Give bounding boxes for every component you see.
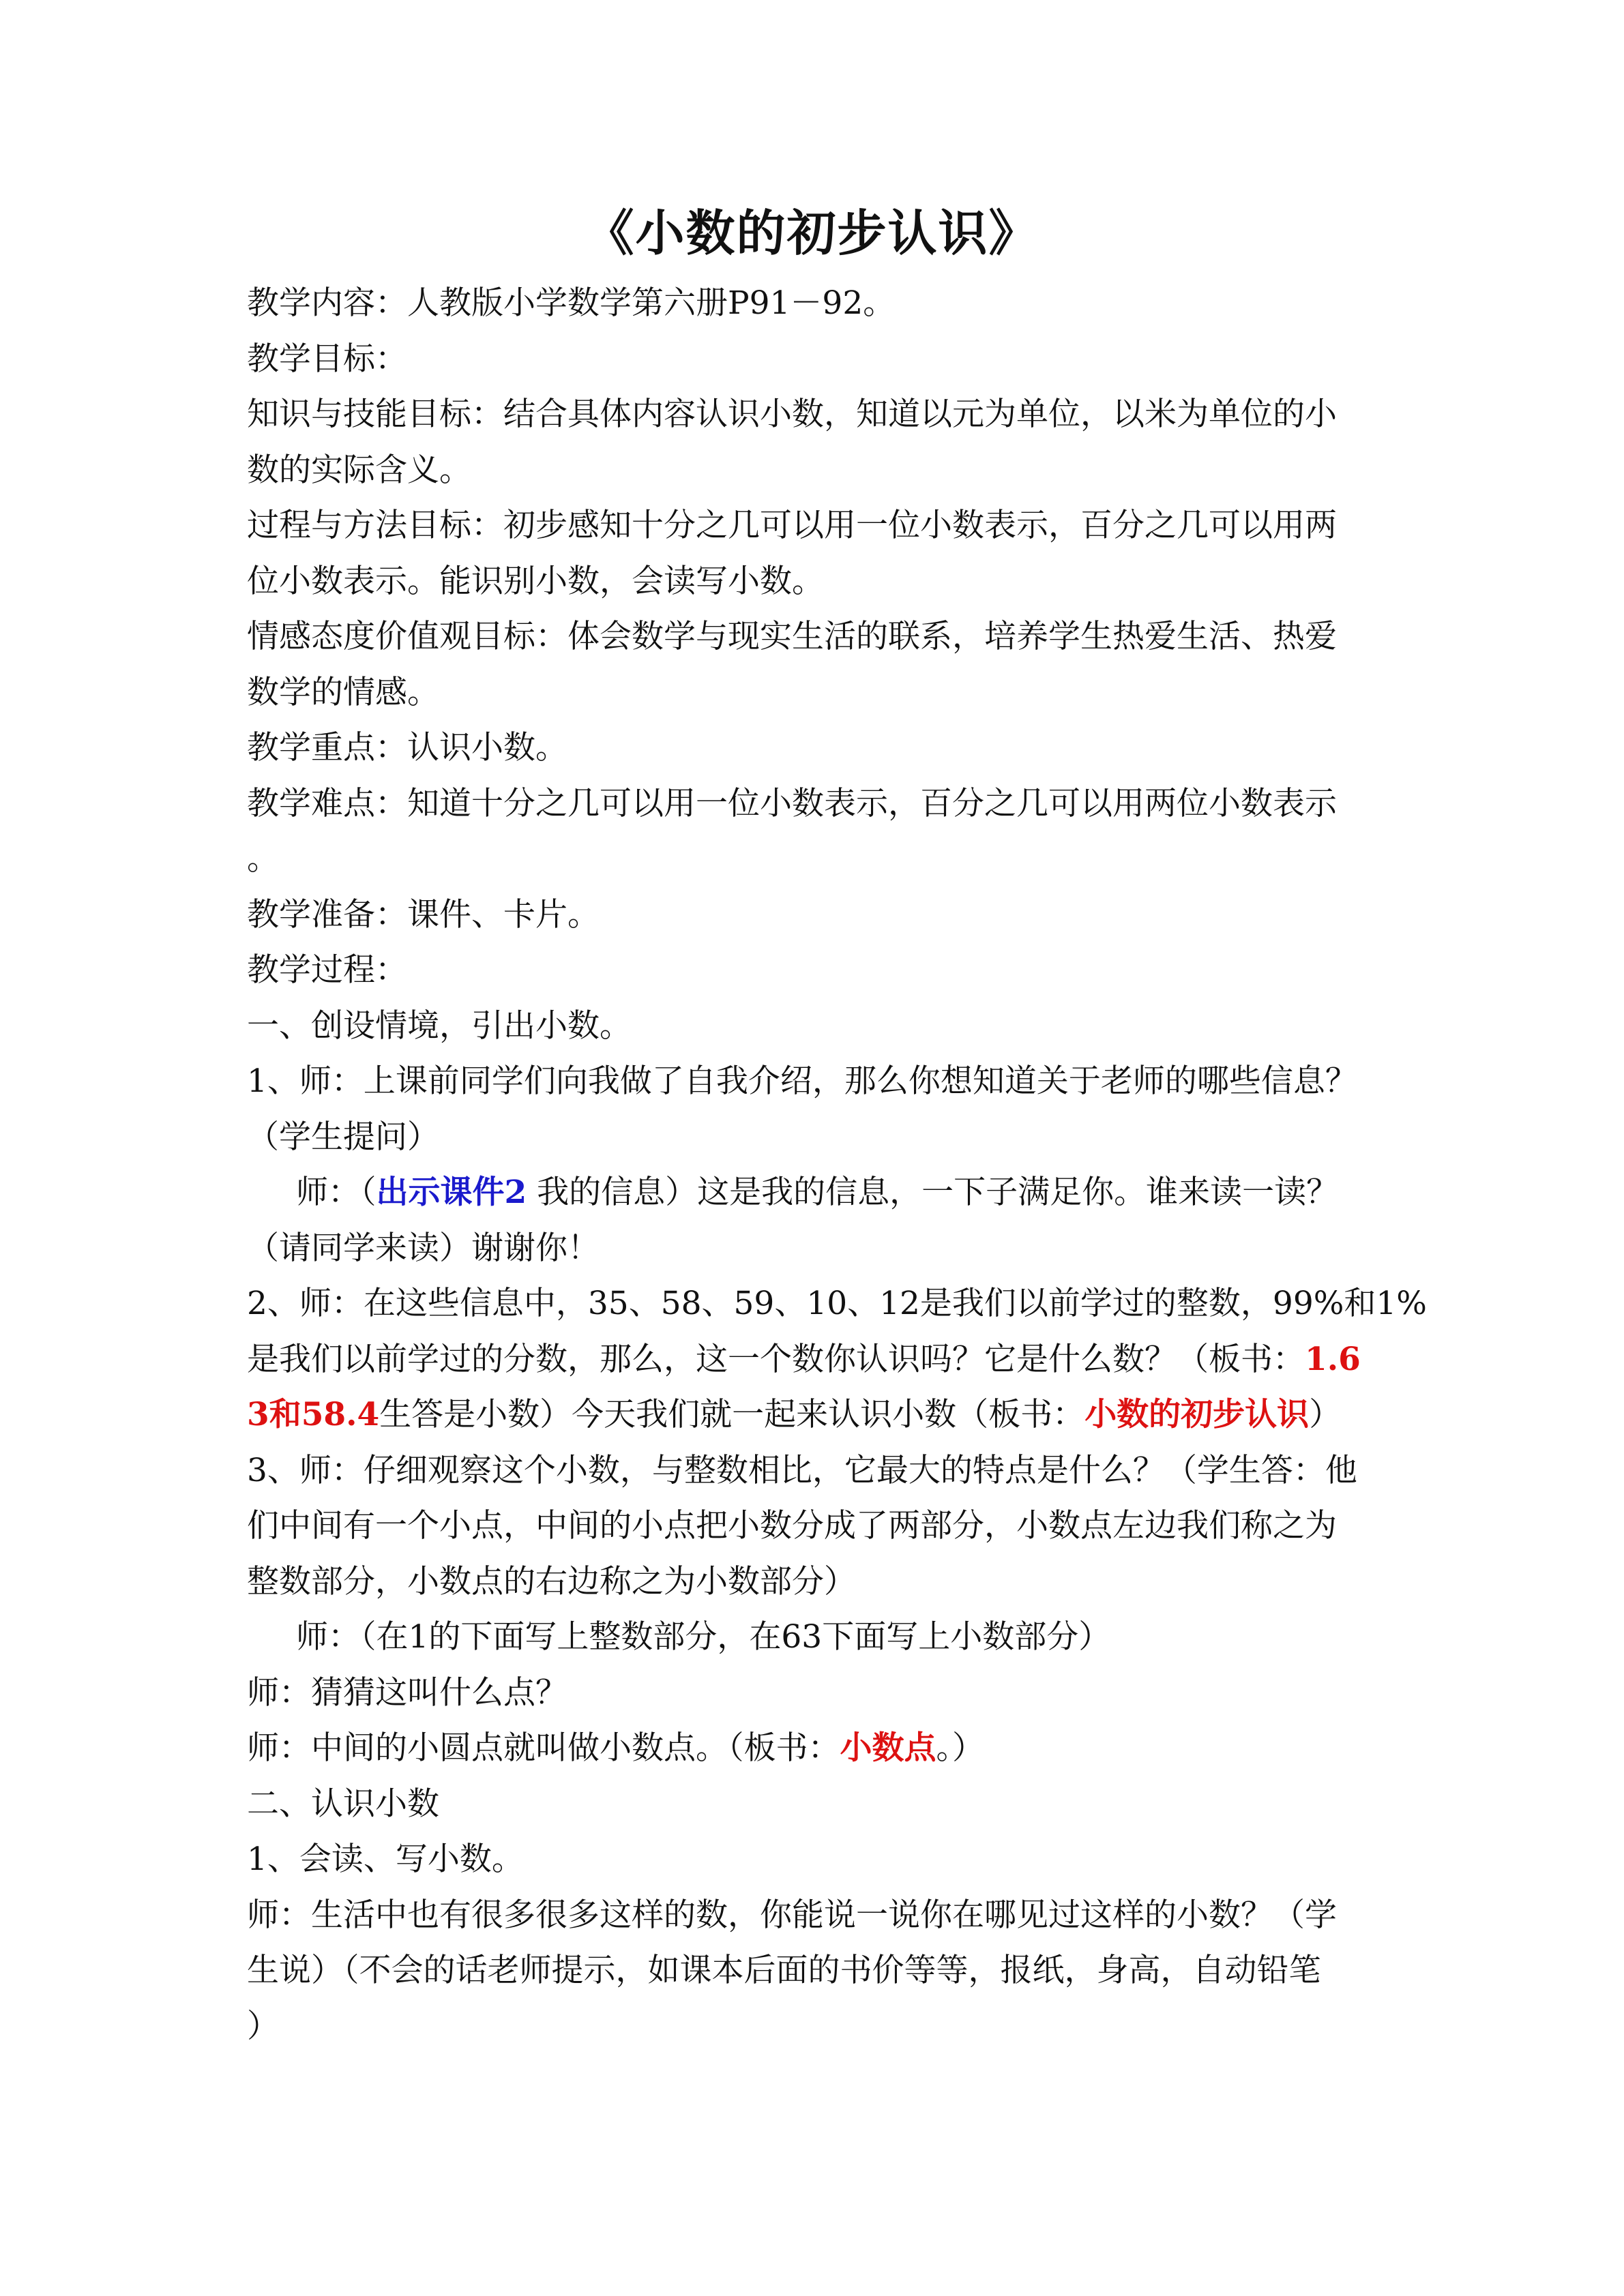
text-line: 整数部分，小数点的右边称之为小数部分） bbox=[247, 1562, 856, 1600]
highlight-red-text: 小数点 bbox=[840, 1729, 936, 1767]
text-line bbox=[247, 1165, 1378, 1221]
text-line-process-heading: 教学过程： bbox=[247, 951, 407, 989]
text-line-goals-heading: 教学目标： bbox=[247, 340, 407, 378]
text-line bbox=[247, 1720, 1378, 1776]
text-segment: 生答是小数）今天我们就一起来认识小数（板书： bbox=[379, 1396, 1085, 1433]
text-segment: 我的信息）这是我的信息，一下子满足你。谁来读一读？ bbox=[527, 1174, 1339, 1211]
text-line: 知识与技能目标：结合具体内容认识小数，知道以元为单位，以米为单位的小 bbox=[247, 396, 1337, 433]
text-line-preparation: 教学准备：课件、卡片。 bbox=[247, 895, 600, 934]
section-heading-2: 二、认识小数 bbox=[247, 1785, 439, 1823]
text-line: （学生提问） bbox=[247, 1118, 439, 1156]
text-line: 情感态度价值观目标：体会数学与现实生活的联系，培养学生热爱生活、热爱 bbox=[247, 618, 1337, 655]
text-line: 2、师：在这些信息中，35、58、59、10、12是我们以前学过的整数，99%和1% bbox=[247, 1285, 1427, 1322]
text-line: 3、师：仔细观察这个小数，与整数相比，它最大的特点是什么？（学生答：他 bbox=[247, 1451, 1357, 1489]
text-segment: 是我们以前学过的分数，那么，这一个数你认识吗？它是什么数？（板书： bbox=[247, 1340, 1305, 1378]
text-line: 数学的情感。 bbox=[247, 673, 439, 711]
text-segment: ） bbox=[1309, 1396, 1342, 1433]
text-line-key-point: 教学重点：认识小数。 bbox=[247, 729, 567, 766]
text-line: 位小数表示。能识别小数，会读写小数。 bbox=[247, 562, 824, 600]
text-line-difficulty: 教学难点：知道十分之几可以用一位小数表示，百分之几可以用两位小数表示 bbox=[247, 784, 1337, 822]
text-line-content: 教学内容：人教版小学数学第六册P91－92。 bbox=[247, 284, 896, 322]
text-line: 们中间有一个小点，中间的小点把小数分成了两部分，小数点左边我们称之为 bbox=[247, 1507, 1337, 1545]
document-body bbox=[247, 275, 1427, 2054]
text-segment: 师：中间的小圆点就叫做小数点。（板书： bbox=[247, 1729, 840, 1767]
text-line: ） bbox=[247, 2007, 279, 2045]
text-line: 数的实际含义。 bbox=[247, 451, 471, 489]
text-segment: 师：（ bbox=[296, 1174, 377, 1211]
text-segment: 。） bbox=[936, 1729, 984, 1767]
text-line bbox=[247, 1332, 1378, 1388]
section-heading-1: 一、创设情境，引出小数。 bbox=[247, 1007, 632, 1045]
text-line: 1、会读、写小数。 bbox=[247, 1840, 524, 1878]
text-line: 师：生活中也有很多很多这样的数，你能说一说你在哪见过这样的小数？（学 bbox=[247, 1896, 1337, 1934]
text-line: 师：猜猜这叫什么点？ bbox=[247, 1673, 567, 1712]
text-line: 过程与方法目标：初步感知十分之几可以用一位小数表示，百分之几可以用两 bbox=[247, 507, 1337, 544]
text-line: 生说）（不会的话老师提示，如课本后面的书价等等，报纸，身高，自动铅笔 bbox=[247, 1952, 1321, 1989]
text-line: 。 bbox=[247, 840, 279, 878]
text-line bbox=[247, 1387, 1378, 1443]
highlight-red-text: 小数的初步认识 bbox=[1084, 1396, 1310, 1433]
highlight-red-text: 3和58.4 bbox=[247, 1396, 380, 1433]
highlight-blue-text: 出示课件2 bbox=[376, 1174, 527, 1211]
text-line: 师：（在1的下面写上整数部分，在63下面写上小数部分） bbox=[296, 1618, 1111, 1656]
text-line: 1、师：上课前同学们向我做了自我介绍，那么你想知道关于老师的哪些信息？ bbox=[247, 1062, 1357, 1100]
highlight-red-text: 1.6 bbox=[1305, 1340, 1361, 1378]
page-title: 《小数的初步认识》 bbox=[585, 204, 1039, 262]
text-line: （请同学来读）谢谢你！ bbox=[247, 1229, 600, 1267]
